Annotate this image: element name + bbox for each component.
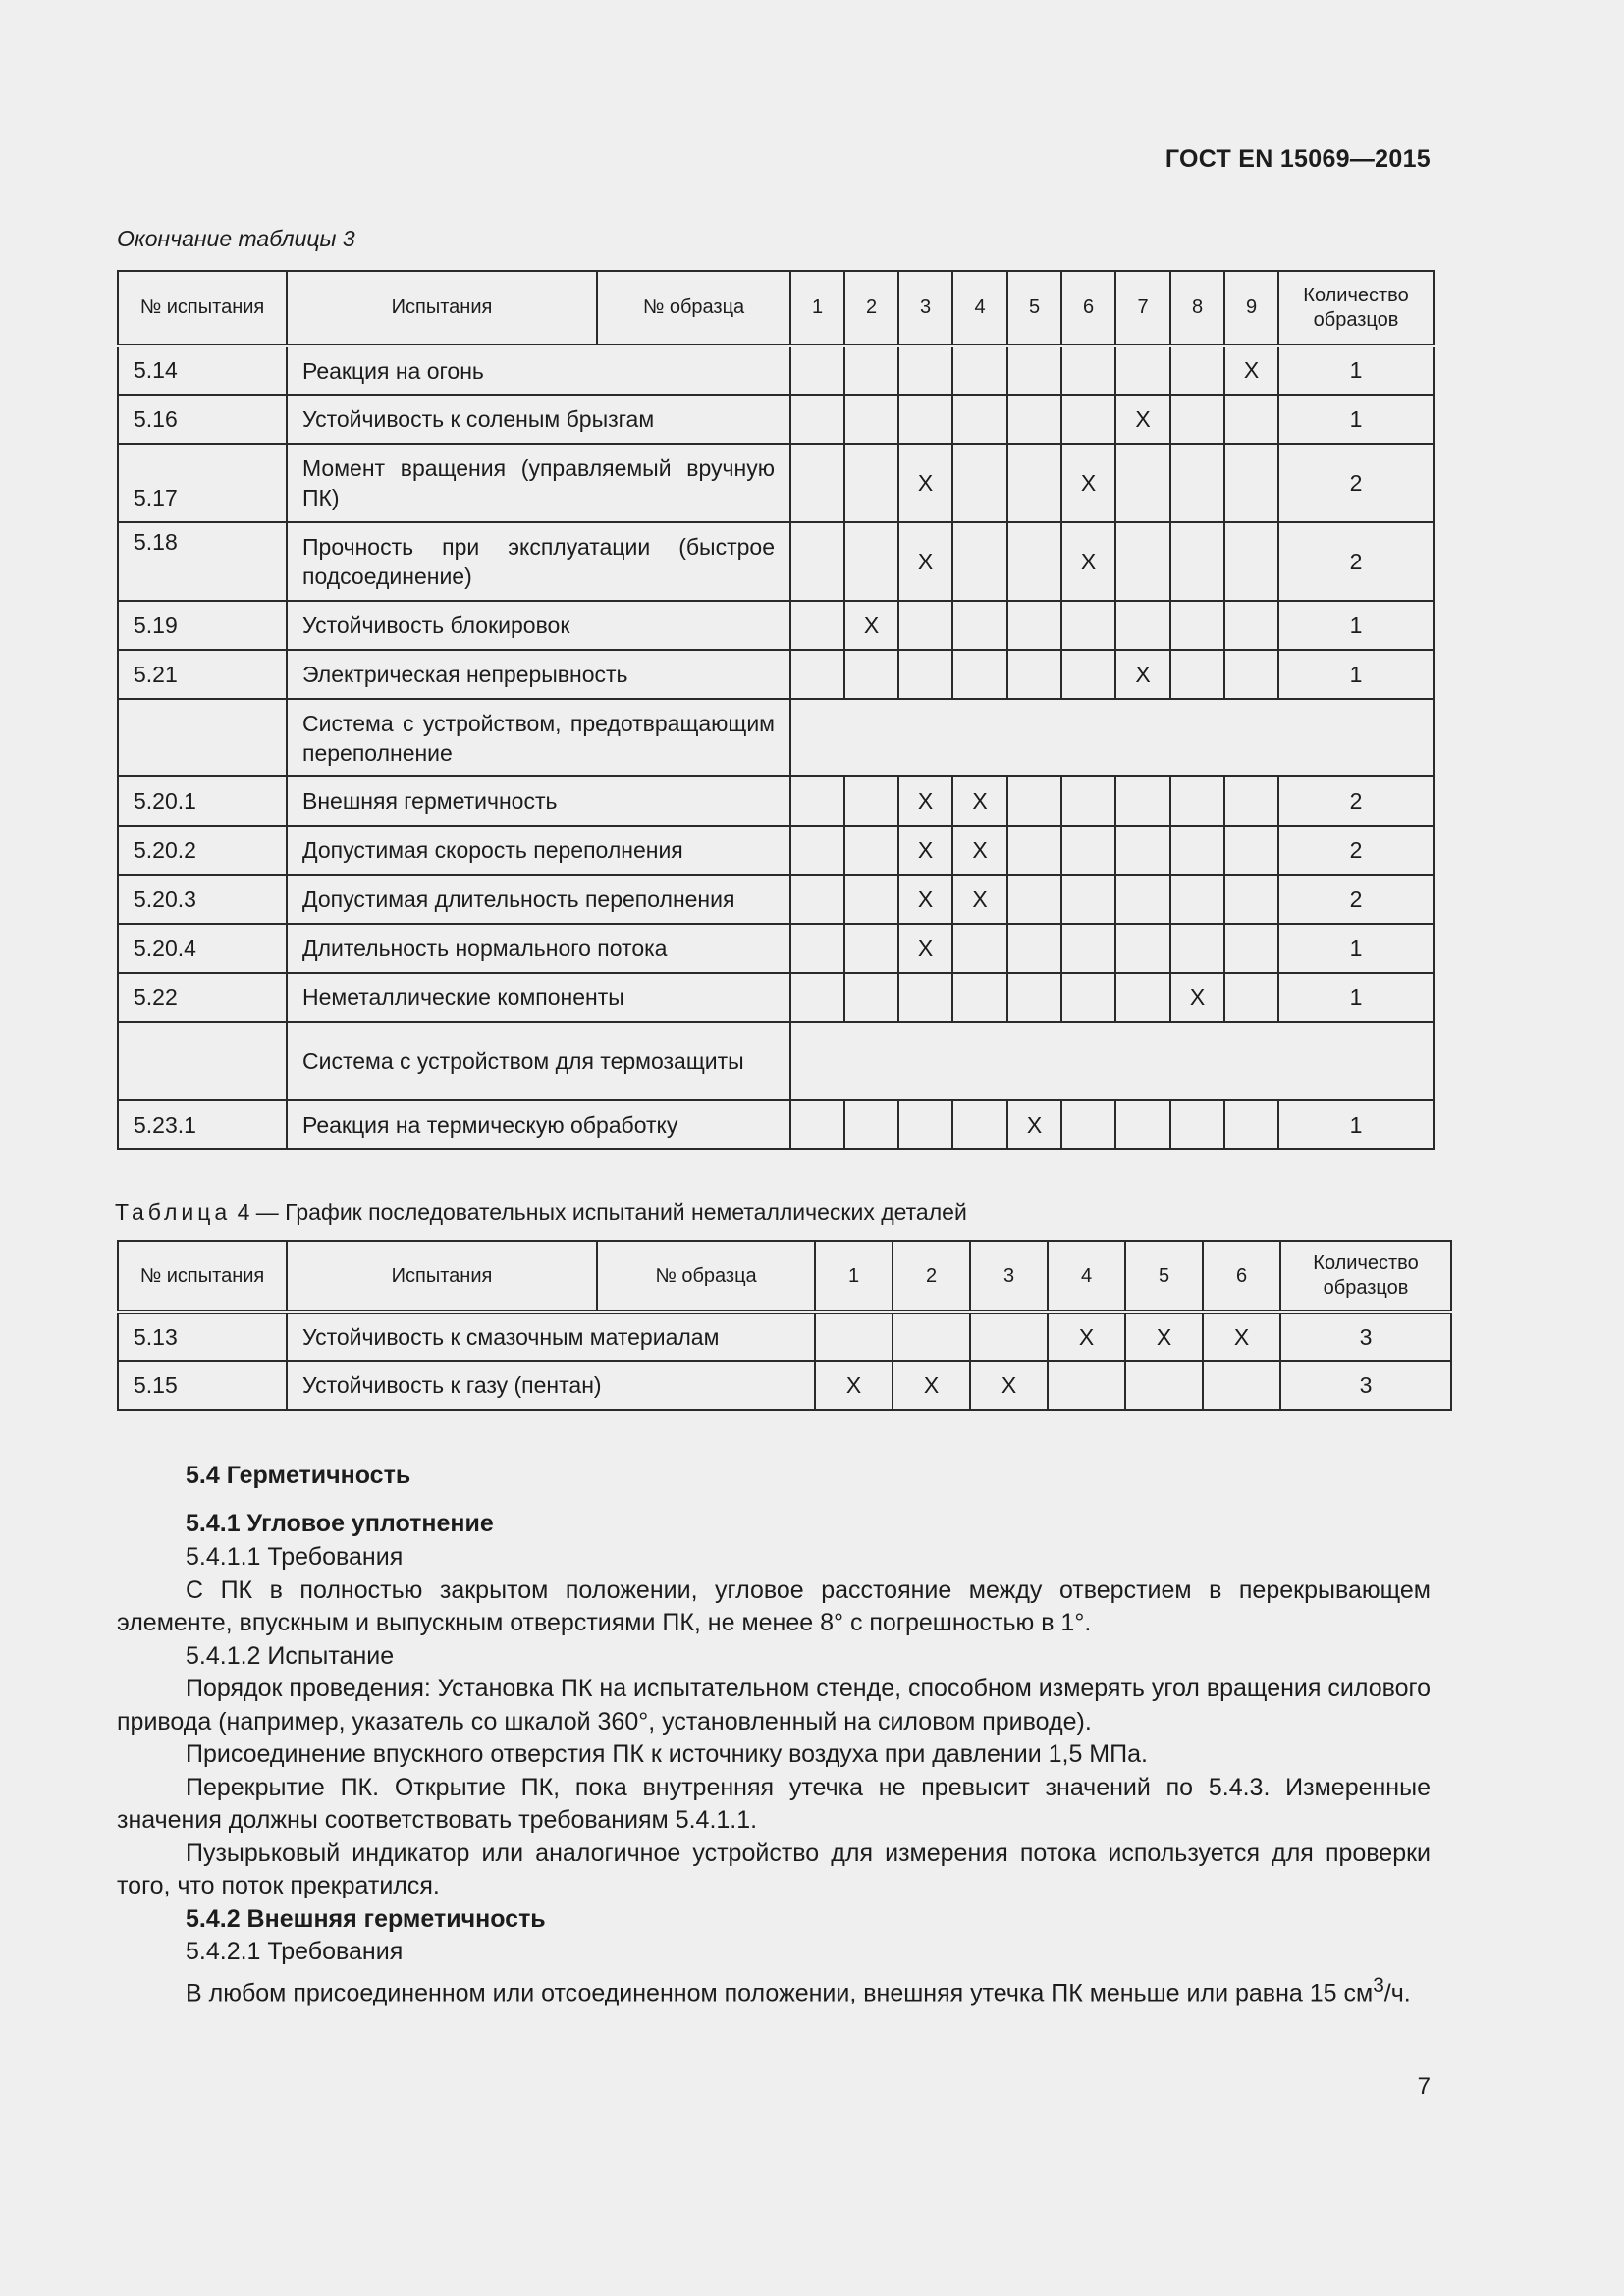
- sample-mark: X: [898, 522, 952, 601]
- sample-mark: [952, 973, 1007, 1022]
- test-name: Устойчивость блокировок: [287, 601, 790, 650]
- table-row: [118, 522, 1434, 601]
- heading-5-4-2: 5.4.2 Внешняя герметичность: [186, 1904, 546, 1933]
- sample-mark: [970, 1312, 1048, 1361]
- test-number: 5.14: [118, 346, 287, 395]
- sample-mark: [790, 601, 844, 650]
- sample-mark: [1007, 826, 1061, 875]
- paragraph: Перекрытие ПК. Открытие ПК, пока внутренняя утечка не превысит значений по 5.4.3. Измеренные значения должны соответствовать требованиям 5.4.1.1.: [117, 1773, 1431, 1834]
- sample-mark: [1170, 826, 1224, 875]
- test-name: Устойчивость к смазочным материалам: [287, 1312, 815, 1361]
- sample-mark: [1115, 826, 1170, 875]
- sample-count: 2: [1278, 826, 1434, 875]
- heading-5-4-2-1: 5.4.2.1 Требования: [186, 1938, 404, 1965]
- table-row: [118, 776, 1434, 826]
- col-sample-5: 5: [1125, 1241, 1203, 1312]
- col-sample-no: № образца: [597, 271, 790, 346]
- sample-mark: [844, 650, 898, 699]
- sample-mark: [790, 776, 844, 826]
- test-name: Допустимая длительность переполнения: [287, 875, 790, 924]
- sample-mark: [1007, 444, 1061, 522]
- sample-mark: [893, 1312, 970, 1361]
- sample-mark: [1007, 601, 1061, 650]
- test-number: 5.13: [118, 1312, 287, 1361]
- sample-mark: [1170, 875, 1224, 924]
- sample-count: 2: [1278, 444, 1434, 522]
- sample-mark: X: [1115, 395, 1170, 444]
- sample-mark: [1007, 346, 1061, 395]
- sample-mark: [1115, 924, 1170, 973]
- col-sample-3: 3: [898, 271, 952, 346]
- sample-mark: X: [952, 875, 1007, 924]
- sample-mark: [1170, 395, 1224, 444]
- test-name: Устойчивость к газу (пентан): [287, 1361, 815, 1410]
- sample-mark: [1170, 601, 1224, 650]
- sample-mark: X: [1007, 1100, 1061, 1149]
- sample-mark: [898, 973, 952, 1022]
- sample-mark: [1170, 650, 1224, 699]
- table-row: [118, 826, 1434, 875]
- sample-count: 1: [1278, 346, 1434, 395]
- sample-mark: [1170, 522, 1224, 601]
- table-row: [118, 875, 1434, 924]
- test-number: 5.20.3: [118, 875, 287, 924]
- sample-mark: [1115, 875, 1170, 924]
- test-number: 5.20.2: [118, 826, 287, 875]
- sample-mark: [1115, 522, 1170, 601]
- table-row: [118, 973, 1434, 1022]
- col-sample-1: 1: [790, 271, 844, 346]
- sample-mark: [1224, 601, 1278, 650]
- sample-mark: [1170, 776, 1224, 826]
- col-sample-3: 3: [970, 1241, 1048, 1312]
- table-row: [118, 395, 1434, 444]
- test-number: 5.16: [118, 395, 287, 444]
- paragraph: С ПК в полностью закрытом положении, угловое расстояние между отверстием в перекрывающем элементе, впускным и выпускным отверстиями ПК, не менее 8° с погрешностью в 1°.: [117, 1575, 1431, 1636]
- test-number: 5.19: [118, 601, 287, 650]
- sample-mark: X: [898, 924, 952, 973]
- table3-caption: Окончание таблицы 3: [117, 226, 355, 251]
- sample-count: 1: [1278, 650, 1434, 699]
- sample-mark: [1115, 601, 1170, 650]
- sample-mark: [844, 776, 898, 826]
- sample-mark: [844, 395, 898, 444]
- col-sample-2: 2: [844, 271, 898, 346]
- heading-5-4-1-1: 5.4.1.1 Требования: [186, 1543, 404, 1571]
- sample-mark: X: [1170, 973, 1224, 1022]
- table-row: [118, 346, 1434, 395]
- table4: [117, 1240, 1452, 1411]
- sample-mark: [1007, 522, 1061, 601]
- sample-mark: [815, 1312, 893, 1361]
- sample-mark: [1170, 346, 1224, 395]
- col-count: Количество образцов: [1278, 271, 1434, 346]
- table3: [117, 270, 1435, 1150]
- col-sample-6: 6: [1203, 1241, 1280, 1312]
- table-row: [118, 444, 1434, 522]
- test-number: 5.15: [118, 1361, 287, 1410]
- test-name: Неметаллические компоненты: [287, 973, 790, 1022]
- test-name: Реакция на огонь: [287, 346, 790, 395]
- paragraph: Порядок проведения: Установка ПК на испытательном стенде, способном измерять угол вращения силового привода (например, указатель со шкалой 360°, установленный на силовом приводе).: [117, 1675, 1431, 1735]
- table4-caption-text: 4 — График последовательных испытаний неметаллических деталей: [231, 1200, 967, 1225]
- sample-mark: X: [1115, 650, 1170, 699]
- group-name: Система с устройством, предотвращающим переполнение: [287, 699, 790, 776]
- sample-mark: [1061, 346, 1115, 395]
- sample-mark: [1007, 924, 1061, 973]
- sample-mark: [1224, 650, 1278, 699]
- paragraph: [117, 1969, 1431, 2010]
- sample-mark: [898, 601, 952, 650]
- sample-mark: [952, 601, 1007, 650]
- sample-mark: [1061, 1100, 1115, 1149]
- sample-mark: [1224, 875, 1278, 924]
- test-number: 5.22: [118, 973, 287, 1022]
- sample-count: 2: [1278, 776, 1434, 826]
- sample-count: 2: [1278, 522, 1434, 601]
- sample-mark: [898, 650, 952, 699]
- sample-mark: [952, 924, 1007, 973]
- paragraph: Пузырьковый индикатор или аналогичное устройство для измерения потока используется для проверки того, что поток прекратился.: [117, 1839, 1431, 1899]
- col-sample-6: 6: [1061, 271, 1115, 346]
- col-sample-1: 1: [815, 1241, 893, 1312]
- col-test-no: № испытания: [118, 1241, 287, 1312]
- table-group-row: [118, 1022, 1434, 1100]
- sample-mark: [1224, 973, 1278, 1022]
- heading-5-4-1-2: 5.4.1.2 Испытание: [186, 1641, 395, 1670]
- sample-mark: [844, 1100, 898, 1149]
- sample-count: 1: [1278, 601, 1434, 650]
- col-test-no: № испытания: [118, 271, 287, 346]
- sample-count: 1: [1278, 924, 1434, 973]
- paragraph-text: В любом присоединенном или отсоединенном положении, внешняя утечка ПК меньше или равна 15 см: [186, 1978, 1374, 2006]
- sample-mark: X: [898, 826, 952, 875]
- test-name: Реакция на термическую обработку: [287, 1100, 790, 1149]
- sample-count: 1: [1278, 973, 1434, 1022]
- sample-mark: [952, 650, 1007, 699]
- sample-mark: [1203, 1361, 1280, 1410]
- sample-mark: [790, 444, 844, 522]
- sample-mark: [1125, 1361, 1203, 1410]
- sample-mark: [1007, 875, 1061, 924]
- col-sample-4: 4: [952, 271, 1007, 346]
- test-number: [118, 699, 287, 776]
- table-row: [118, 601, 1434, 650]
- col-sample-7: 7: [1115, 271, 1170, 346]
- sample-mark: X: [952, 826, 1007, 875]
- sample-mark: [1061, 973, 1115, 1022]
- document-code: ГОСТ EN 15069—2015: [1164, 145, 1431, 173]
- col-tests: Испытания: [287, 1241, 597, 1312]
- test-name: Допустимая скорость переполнения: [287, 826, 790, 875]
- sample-mark: X: [1125, 1312, 1203, 1361]
- col-count: Количество образцов: [1280, 1241, 1451, 1312]
- group-name: Система с устройством для термозащиты: [287, 1022, 790, 1100]
- sample-mark: [1224, 395, 1278, 444]
- sample-mark: X: [898, 776, 952, 826]
- sample-mark: [1061, 650, 1115, 699]
- sample-mark: [1170, 924, 1224, 973]
- sample-mark: [790, 650, 844, 699]
- sample-mark: X: [1061, 522, 1115, 601]
- sample-mark: X: [952, 776, 1007, 826]
- test-number: 5.23.1: [118, 1100, 287, 1149]
- table-row: [118, 1312, 1451, 1361]
- sample-mark: [844, 346, 898, 395]
- sample-count: 3: [1280, 1312, 1451, 1361]
- sample-mark: [790, 875, 844, 924]
- heading-5-4: 5.4 Герметичность: [186, 1462, 411, 1489]
- table4-caption: [115, 1200, 967, 1226]
- sample-count: 2: [1278, 875, 1434, 924]
- test-name: Электрическая непрерывность: [287, 650, 790, 699]
- col-tests: Испытания: [287, 271, 597, 346]
- paragraph-end: /ч.: [1383, 1978, 1411, 2006]
- sample-mark: [790, 924, 844, 973]
- col-sample-4: 4: [1048, 1241, 1125, 1312]
- sample-mark: [1048, 1361, 1125, 1410]
- sample-mark: [1061, 875, 1115, 924]
- table4-caption-label: Таблица: [115, 1200, 232, 1225]
- sample-mark: [898, 346, 952, 395]
- section-5-4: [117, 1460, 1431, 2009]
- sample-mark: [1224, 1100, 1278, 1149]
- col-sample-8: 8: [1170, 271, 1224, 346]
- col-sample-5: 5: [1007, 271, 1061, 346]
- sample-mark: [1224, 826, 1278, 875]
- heading-5-4-1: 5.4.1 Угловое уплотнение: [186, 1509, 494, 1537]
- sample-mark: X: [1048, 1312, 1125, 1361]
- test-number: 5.20.4: [118, 924, 287, 973]
- sample-mark: [1061, 924, 1115, 973]
- sample-mark: [790, 973, 844, 1022]
- test-name: Момент вращения (управляемый вручную ПК): [287, 444, 790, 522]
- table-row: [118, 650, 1434, 699]
- sample-mark: [844, 875, 898, 924]
- sample-mark: [952, 522, 1007, 601]
- sample-mark: [1115, 1100, 1170, 1149]
- sample-count: 1: [1278, 1100, 1434, 1149]
- table-row: [118, 924, 1434, 973]
- sample-mark: [790, 346, 844, 395]
- sample-mark: [1224, 444, 1278, 522]
- sample-mark: [1224, 924, 1278, 973]
- sample-mark: [790, 1100, 844, 1149]
- sample-mark: X: [898, 875, 952, 924]
- sample-mark: [1115, 776, 1170, 826]
- sample-mark: [1115, 346, 1170, 395]
- sample-mark: [1115, 973, 1170, 1022]
- sample-mark: [898, 395, 952, 444]
- sample-mark: [952, 346, 1007, 395]
- test-name: Внешняя герметичность: [287, 776, 790, 826]
- sample-mark: X: [898, 444, 952, 522]
- sample-mark: [1115, 444, 1170, 522]
- sample-mark: [1007, 395, 1061, 444]
- col-sample-no: № образца: [597, 1241, 815, 1312]
- group-empty-cell: [790, 699, 1434, 776]
- sample-mark: [1007, 973, 1061, 1022]
- test-number: 5.17: [118, 444, 287, 522]
- sample-mark: [790, 826, 844, 875]
- test-name: Прочность при эксплуатации (быстрое подсоединение): [287, 522, 790, 601]
- sample-mark: [1170, 444, 1224, 522]
- sample-mark: X: [1061, 444, 1115, 522]
- test-number: 5.21: [118, 650, 287, 699]
- sample-mark: [1061, 601, 1115, 650]
- paragraph: Присоединение впускного отверстия ПК к источнику воздуха при давлении 1,5 МПа.: [186, 1740, 1148, 1768]
- table-group-row: [118, 699, 1434, 776]
- sample-mark: [1061, 776, 1115, 826]
- sample-mark: X: [1203, 1312, 1280, 1361]
- sample-mark: [844, 826, 898, 875]
- sample-mark: [952, 395, 1007, 444]
- sample-mark: [1007, 650, 1061, 699]
- sample-mark: [844, 924, 898, 973]
- sample-mark: [844, 973, 898, 1022]
- sample-mark: [1007, 776, 1061, 826]
- col-sample-2: 2: [893, 1241, 970, 1312]
- sample-mark: X: [844, 601, 898, 650]
- page-number: 7: [1417, 2073, 1431, 2100]
- sample-mark: [1170, 1100, 1224, 1149]
- col-sample-9: 9: [1224, 271, 1278, 346]
- test-name: Устойчивость к соленым брызгам: [287, 395, 790, 444]
- sample-mark: [1061, 826, 1115, 875]
- test-number: [118, 522, 287, 601]
- test-name: Длительность нормального потока: [287, 924, 790, 973]
- sample-mark: [952, 444, 1007, 522]
- sample-count: 3: [1280, 1361, 1451, 1410]
- sample-mark: [898, 1100, 952, 1149]
- sample-mark: [1224, 776, 1278, 826]
- table-row: [118, 1100, 1434, 1149]
- test-number: 5.20.1: [118, 776, 287, 826]
- sample-mark: [1224, 522, 1278, 601]
- sample-mark: [952, 1100, 1007, 1149]
- sample-mark: [790, 522, 844, 601]
- superscript: 3: [1373, 1973, 1384, 1997]
- sample-mark: [844, 444, 898, 522]
- table-row: [118, 1361, 1451, 1410]
- sample-count: 1: [1278, 395, 1434, 444]
- sample-mark: [844, 522, 898, 601]
- sample-mark: [790, 395, 844, 444]
- test-number-text: 5.18: [134, 529, 178, 555]
- sample-mark: X: [970, 1361, 1048, 1410]
- sample-mark: X: [893, 1361, 970, 1410]
- sample-mark: X: [1224, 346, 1278, 395]
- sample-mark: [1061, 395, 1115, 444]
- test-number: [118, 1022, 287, 1100]
- sample-mark: X: [815, 1361, 893, 1410]
- group-empty-cell: [790, 1022, 1434, 1100]
